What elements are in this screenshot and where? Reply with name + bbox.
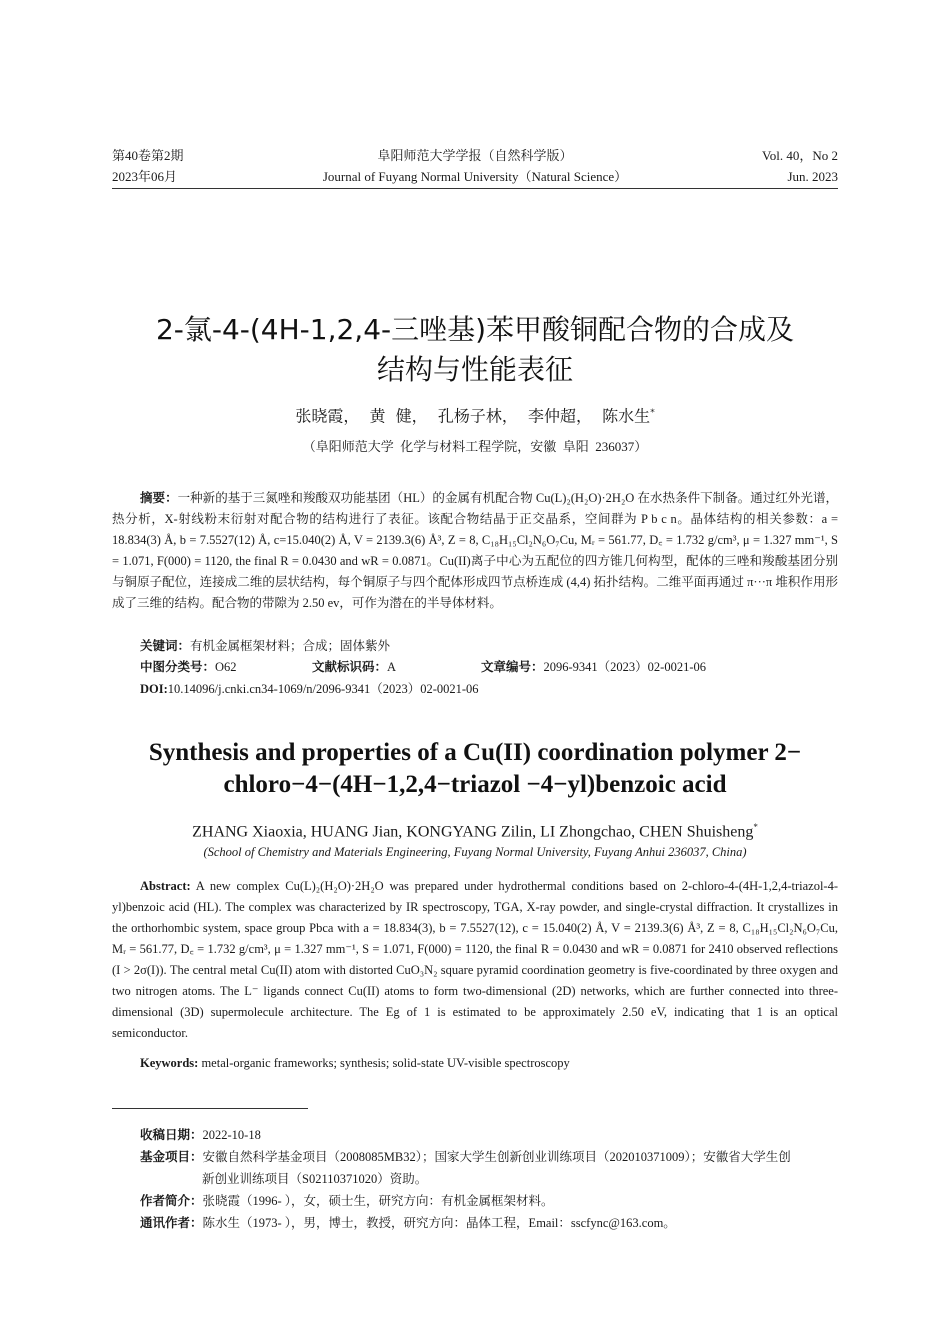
doi-label: DOI: bbox=[140, 682, 168, 696]
authors-en-names: ZHANG Xiaoxia, HUANG Jian, KONGYANG Zilin, LI Zhongchao, CHEN Shuisheng bbox=[192, 823, 754, 841]
abstract-cn-text: 一种新的基于三氮唑和羧酸双功能基团（HL）的金属有机配合物 Cu(L)₂(H₂O)·2H₂O 在水热条件下制备。通过红外光谱，热分析，X-射线粉末衍射对配合物的结构进行了表征。该配合物结晶于正交晶系，空间群为 P b c n。晶体结构的相关参数：a = 18.834(3) Å, b = 7.5527(12) Å, c=15.040(2) Å, V = 2139.3(6) Å³, Z = 8, C₁₈H₁₅Cl₂N₆O₇Cu, Mᵣ = 561.77, D꜀ = 1.732 g/cm³, μ = 1.327 mm⁻¹, S = 1.071, F(000) = 1120, the final R = 0.0430 and wR = 0.0871。Cu(II)离子中心为五配位的四方锥几何构型，配体的三唑和羧酸基团分别与铜原子配位，连接成二维的层状结构，每个铜原子与四个配体形成四节点桥连成 (4,4) 拓扑结构。二维平面再通过 π···π 堆积作用形成了三维的结构。配合物的带隙为 2.50 ev，可作为潜在的半导体材料。 bbox=[112, 491, 839, 610]
clc-label: 中图分类号： bbox=[140, 659, 216, 674]
clc-value: O62 bbox=[215, 660, 237, 674]
keywords-en bbox=[140, 1054, 570, 1072]
keywords-cn bbox=[140, 637, 390, 655]
header-date-en: Jun. 2023 bbox=[787, 169, 838, 184]
keywords-cn-label: 关键词： bbox=[140, 638, 191, 653]
header-volume-issue: 第40卷第2期 bbox=[112, 148, 184, 163]
corr-value: 陈水生（1973- ），男，博士，教授，研究方向：晶体工程，Email：sscfync@163.com。 bbox=[202, 1216, 676, 1230]
header-rule bbox=[112, 188, 838, 189]
art-label: 文章编号： bbox=[481, 659, 544, 674]
corresponding-author bbox=[140, 1212, 838, 1234]
footnotes bbox=[140, 1124, 838, 1234]
fund-value-line1: 安徽自然科学基金项目（2008085MB32）；国家大学生创新创业训练项目（202010371009）；安徽省大学生创 bbox=[202, 1150, 791, 1164]
doi bbox=[140, 680, 479, 698]
abstract-en bbox=[112, 876, 838, 1044]
article-number bbox=[481, 658, 706, 676]
received-value: 2022-10-18 bbox=[202, 1128, 261, 1142]
title-cn-line2: 结构与性能表征 bbox=[376, 353, 573, 386]
affiliation-cn: （阜阳师范大学 化学与材料工程学院，安徽 阜阳 236037） bbox=[302, 439, 648, 454]
corresponding-mark: * bbox=[650, 408, 655, 418]
doi-value[interactable]: 10.14096/j.cnki.cn34-1069/n/2096-9341（2023）02-0021-06 bbox=[167, 682, 479, 696]
title-en-line1: Synthesis and properties of a Cu(II) coordination polymer 2− bbox=[148, 739, 802, 766]
author-label: 作者简介： bbox=[140, 1193, 203, 1208]
authors-en bbox=[60, 816, 890, 843]
abstract-cn-label: 摘要： bbox=[140, 490, 178, 505]
footnote-rule bbox=[112, 1108, 308, 1109]
fund-label: 基金项目： bbox=[140, 1149, 203, 1164]
document-code bbox=[312, 658, 396, 676]
keywords-cn-text: 有机金属框架材料；合成；固体紫外 bbox=[190, 639, 391, 653]
art-value: 2096-9341（2023）02-0021-06 bbox=[543, 660, 707, 674]
corresponding-mark-en: * bbox=[753, 822, 758, 832]
title-cn-line1: 2-氯-4-(4H-1,2,4-三唑基)苯甲酸铜配合物的合成及 bbox=[155, 313, 795, 346]
author-bio bbox=[140, 1190, 838, 1212]
keywords-en-text: metal-organic frameworks; synthesis; solid-state UV-visible spectroscopy bbox=[198, 1056, 570, 1070]
clc-number bbox=[140, 658, 237, 676]
affiliation-en: (School of Chemistry and Materials Engineering, Fuyang Normal University, Fuyang Anhui 236037, China) bbox=[203, 845, 747, 859]
header-journal-en: Journal of Fuyang Normal University（Natural Science） bbox=[322, 169, 628, 184]
fund-info bbox=[140, 1146, 838, 1190]
received-date bbox=[140, 1124, 838, 1146]
corr-label: 通讯作者： bbox=[140, 1215, 203, 1230]
received-label: 收稿日期： bbox=[140, 1127, 203, 1142]
header-journal-cn: 阜阳师范大学学报（自然科学版） bbox=[377, 148, 573, 163]
authors-cn bbox=[60, 402, 890, 427]
doc-value: A bbox=[387, 660, 397, 674]
abstract-en-label: Abstract: bbox=[140, 879, 191, 893]
header-vol-en: Vol. 40，No 2 bbox=[762, 148, 838, 163]
author-value: 张晓霞（1996- ），女，硕士生，研究方向：有机金属框架材料。 bbox=[202, 1194, 554, 1208]
keywords-en-label: Keywords: bbox=[140, 1056, 199, 1070]
abstract-en-text: A new complex Cu(L)₂(H₂O)·2H₂O was prepared under hydrothermal conditions based on 2-chloro-4-(4H-1,2,4-triazol-4-yl)benzoic acid (HL). The complex was characterized by IR spectroscopy, TGA, X-ray powder, and single-crystal diffraction. It crystallizes in the orthorhombic system, space group Pbca with a = 18.834(3), b = 7.5527(12), c = 15.040(2) Å, V = 2139.3(6) Å³, Z = 8, C₁₈H₁₅Cl₂N₆O₇Cu, Mᵣ = 561.77, D꜀ = 1.732 g/cm³, μ = 1.327 mm⁻¹, S = 1.071, F(000) = 1120, the final R = 0.0430 and wR = 0.0871 for 2410 observed reflections (I > 2σ(I)). The central metal Cu(II) atom with distorted CuO₃N₂ square pyramid coordination geometry is five-coordinated by three oxygen and two nitrogen atoms. The L⁻ ligands connect Cu(II) atoms to form two-dimensional (2D) networks, which are further connected into three-dimensional (3D) supermolecule architecture. The Eg of 1 is estimated to be approximately 2.50 eV, indicating that 1 is an optical semiconductor. bbox=[112, 879, 838, 1040]
doc-label: 文献标识码： bbox=[312, 659, 388, 674]
abstract-cn bbox=[112, 487, 838, 614]
fund-value-line2: 新创业训练项目（S02110371020）资助。 bbox=[202, 1172, 428, 1186]
header-date: 2023年06月 bbox=[112, 169, 178, 184]
title-en-line2: chloro−4−(4H−1,2,4−triazol −4−yl)benzoic acid bbox=[223, 771, 727, 798]
authors-cn-names: 张晓霞， 黄 健， 孔杨子林， 李仲超， 陈水生 bbox=[295, 406, 651, 426]
